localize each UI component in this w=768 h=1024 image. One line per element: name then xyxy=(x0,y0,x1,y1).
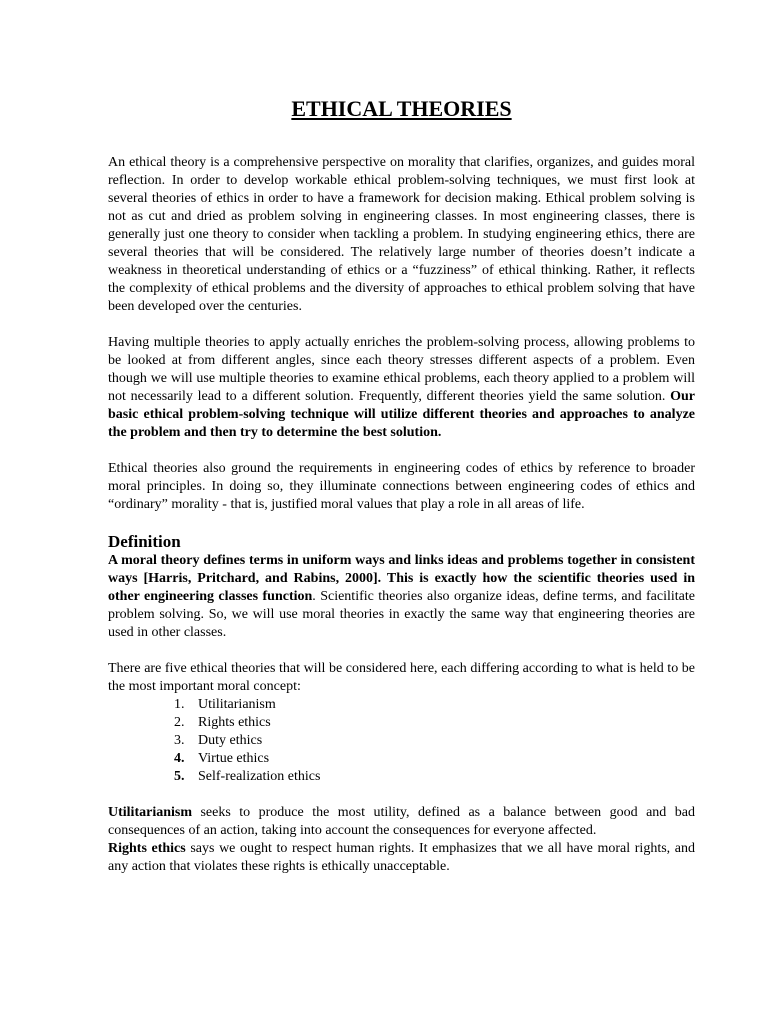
list-item xyxy=(174,768,695,786)
multiple-theories-paragraph xyxy=(108,334,695,442)
utilitarianism-paragraph xyxy=(108,804,695,840)
list-number: 4. xyxy=(174,751,185,766)
list-label: Rights ethics xyxy=(198,715,271,730)
document-title: ETHICAL THEORIES xyxy=(291,96,512,121)
list-number: 3. xyxy=(174,733,185,748)
list-item xyxy=(174,732,695,750)
intro-paragraph: An ethical theory is a comprehensive perspective on morality that clarifies, organizes, and guides moral reflection. In order to develop workable ethical problem-solving techniques, we must first look at several theories of ethics in order to have a framework for decision making. Ethical problem solving is not as cut and dried as problem solving in engineering classes. In most engineering classes, there is generally just one theory to consider when tackling a problem. In studying engineering ethics, there are several theories that will be considered. The relatively large number of theories doesn’t indicate a weakness in theoretical understanding of ethics or a “fuzziness” of ethical thinking. Rather, it reflects the complexity of ethical problems and the diversity of approaches to ethical problem solving that have been developed over the centuries. xyxy=(108,155,695,314)
list-label: Self-realization ethics xyxy=(198,769,321,784)
document-page xyxy=(108,96,695,876)
list-item xyxy=(174,696,695,714)
definition-heading: Definition xyxy=(108,532,181,551)
definition-paragraph xyxy=(108,552,695,642)
rights-ethics-paragraph xyxy=(108,840,695,876)
list-label: Virtue ethics xyxy=(198,751,270,766)
list-number: 2. xyxy=(174,715,185,730)
technique-statement: Our basic ethical problem-solving technique will utilize different theories and approaches to analyze the problem and then try to determine the best solution. xyxy=(108,389,695,440)
list-number: 5. xyxy=(174,769,185,784)
list-intro: There are five ethical theories that will be considered here, each differing according to what is held to be the most important moral concept: xyxy=(108,661,695,694)
codes-paragraph: Ethical theories also ground the requirements in engineering codes of ethics by reference to broader moral principles. In doing so, they illuminate connections between engineering codes of ethics and “ordinary” morality - that is, justified moral values that play a role in all areas of life. xyxy=(108,461,695,512)
definition-bold: A moral theory defines terms in uniform ways and links ideas and problems together in consistent ways [Harris, Pritchard, and Rabins, 2000]. This is exactly how the scientific theories used in other engineering classes function xyxy=(108,553,695,604)
utilitarianism-text: seeks to produce the most utility, defined as a balance between good and bad consequences of an action, taking into account the consequences for everyone affected. xyxy=(108,805,695,838)
theories-list xyxy=(108,696,695,786)
list-label: Utilitarianism xyxy=(198,697,276,712)
list-number: 1. xyxy=(174,697,185,712)
rights-ethics-term: Rights ethics xyxy=(108,841,186,856)
list-label: Duty ethics xyxy=(198,733,263,748)
multiple-theories-text: Having multiple theories to apply actually enriches the problem-solving process, allowing problems to be looked at from different angles, since each theory stresses different aspects of a problem. Even though we will use multiple theories to examine ethical problems, each theory applied to a problem will not necessarily lead to a different solution. Frequently, different theories yield the same solution. xyxy=(108,335,695,404)
list-item xyxy=(174,714,695,732)
rights-ethics-text: says we ought to respect human rights. It emphasizes that we all have moral rights, and any action that violates these rights is ethically unacceptable. xyxy=(108,841,695,874)
list-item xyxy=(174,750,695,768)
utilitarianism-term: Utilitarianism xyxy=(108,805,192,820)
definition-text: . Scientific theories also organize ideas, define terms, and facilitate problem solving. So, we will use moral theories in exactly the same way that engineering theories are used in other classes. xyxy=(108,589,695,640)
